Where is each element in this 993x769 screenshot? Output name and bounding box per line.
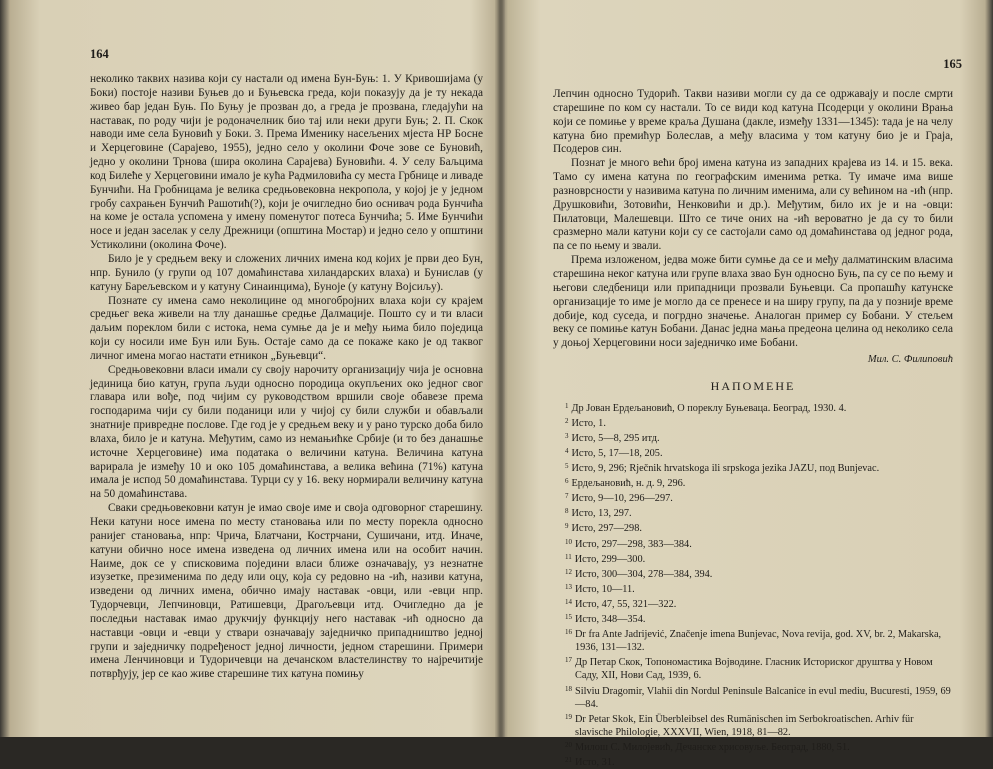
footnote-text: Исто, 5, 17—18, 205. bbox=[571, 448, 663, 459]
footnote bbox=[553, 551, 953, 566]
footnote-number: 4 bbox=[565, 447, 569, 455]
footnote-number: 6 bbox=[565, 477, 569, 486]
footnote-number: 1 bbox=[565, 401, 569, 410]
page-number: 164 bbox=[90, 47, 109, 61]
paragraph: Познат је много већи број имена катуна из западних крајева из 14. и 15. века. Тамо су имена катуна по географским именима ретка. Ту имаче има више разноврсности у називима катуна по личним именима, али су већином на -ић (нпр. Друшковићи, Зотовићи, Ненковићи и др.). Међутим, било их је и на -овци: Пилатовци, Малешевци. Што се тиче оних на -ић вероватно је да су то били сразмерно мали катуни који су се састојали само од домаћинстава од једног рода, па се по њему и звали. bbox=[553, 157, 953, 253]
footnote-text: Милош С. Милојевић, Дечанске хрисовуље. Београд, 1880, 51. bbox=[575, 741, 850, 753]
footnote-number: 19 bbox=[565, 712, 572, 721]
left-page bbox=[12, 0, 498, 737]
footnote-number: 16 bbox=[565, 628, 572, 637]
footnote-number: 7 bbox=[565, 492, 569, 501]
footnote-number: 3 bbox=[565, 431, 569, 440]
footnote-number: 21 bbox=[565, 755, 572, 764]
footnote bbox=[553, 520, 953, 535]
paragraph: Сваки средњовековни катун је имао своје име и своја одговорног старешину. Неки катуни носе имена по месту становања или по месту порекла односно ранијег становања, нпр: Чрича, Блатчани, Кострчани, Сушичани, итд. Иначе, катуни обично носе имена изведена од личних имена или на особит начин. Наиме, док се у списковима поједини власи ближе означавају, уз незнатне изузетке, презименима по деду или оцу, која су редовно на -ић, називи катуна, изведени од личних имена, обично имају наставак -овци, или -евци нпр. Тудорчевци, Лепчиновци, Ратишевци, Драгољевци итд. Очигледно да је последњи наставак имао друкчију функцију него наставак -ић односно да наставци -овци и -евци у ствари означавају заједничко припадништво једној групи и заједничку подређеност једној личности, једном старешини. Примери имена Ленчиновци и Тудоричевци на дечанском властелинству то најречитије потврђују, јер се као живе старешине тих катуна помињу bbox=[90, 502, 483, 681]
footnote-text: Исто, 348—354. bbox=[575, 614, 646, 626]
footnote-text: Др Јован Ердељановић, О пореклу Буњеваца. Београд, 1930. 4. bbox=[571, 402, 847, 414]
left-page-body bbox=[90, 73, 483, 682]
footnote-text: Исто, 31. bbox=[575, 756, 615, 768]
footnote-number: 9 bbox=[565, 522, 569, 531]
footnote bbox=[553, 739, 953, 754]
footnote bbox=[553, 536, 953, 551]
footnote-text: Ердељановић, н. д. 9, 296. bbox=[571, 478, 686, 490]
paragraph: неколико таквих назива који су настали од имена Бун-Буњ: 1. У Кривошијама (у Боки) постоје називи Буњев до и Буњевска греда, који показују да је ту некада живео бар један Буњ. По Буњу је прозван до, а греда је прозвана, гледајући на наставак, по роду чији је родоначелник био тај или неки други Буњ; 2. П. Скок наводи име села Буновић у Боки. 3. Према Именику насељених мјеста НР Босне и Херцеговине (Сарајево, 1955), једно село у околини Фоче зове се Буновић, једно у околини Трнова (шира околина Сарајева) Буновићи. 4. У селу Баљцима код Билеће у Херцеговини имало је кућа Радмиловића су места Грбнице и ливаде Бунчићи. На Гробницама је велика средњовековна некропола, у којој је у једном гробу сахрањен Бунчић Рашотић(?), који је очигледно био оснивач рода Бунчића на коме је остала успомена у имену поменутог потеса Бунчића; 5. Име Бунчићи носе и један заселак у селу Дрежници (општина Мостар) и једно село у општини Устиколини (околина Фоче). bbox=[90, 73, 483, 252]
footnote bbox=[553, 596, 953, 611]
footnote bbox=[553, 566, 953, 581]
footnote-text: Исто, 47, 55, 321—322. bbox=[575, 598, 677, 610]
footnote bbox=[553, 475, 953, 490]
footnote bbox=[553, 505, 953, 520]
footnote-text: Исто, 299—300. bbox=[574, 553, 646, 565]
footnote-text: Исто, 297—298, 383—384. bbox=[575, 538, 692, 550]
footnote bbox=[553, 683, 953, 711]
footnote bbox=[553, 754, 953, 769]
footnote-number: 20 bbox=[565, 740, 572, 749]
notes-heading: НАПОМЕНЕ bbox=[710, 378, 796, 393]
footnote-number: 5 bbox=[565, 462, 569, 471]
footnote bbox=[553, 445, 953, 460]
footnote-number: 14 bbox=[565, 597, 572, 606]
footnote bbox=[553, 654, 953, 682]
paragraph: Познате су имена само неколицине од многобројних влаха који су крајем средњег века живели на тлу данашње средње Далмације. Пошто су и ти власи даљим пореклом били с истока, нема сумње да је и међу њима било поједица који су носили име Бун или Буњ. Остаје само да се покаже како је од таквог личног имена могао настати етникон „Буњевци“. bbox=[90, 294, 483, 362]
footnote-text: Исто, 1. bbox=[571, 417, 606, 429]
footnote-number: 18 bbox=[565, 684, 572, 693]
footnote-text: Исто, 5—8, 295 итд. bbox=[571, 432, 660, 444]
paragraph: Лепчин односно Тудорић. Такви називи могли су да се одржавају и после смрти старешине по ком су настали. То се види код катуна Псодерци у околини Врања који се помиње у време краља Душана (дакле, између 1331—1345): тада је на челу катуна био премићур Болеслав, а међу власима у том катуну био је и Граја, Псодеров син. bbox=[553, 88, 953, 156]
footnote-number: 2 bbox=[565, 416, 569, 425]
footnote bbox=[553, 460, 953, 475]
footnote-number: 12 bbox=[565, 567, 572, 576]
footnote bbox=[553, 611, 953, 626]
footnote bbox=[553, 711, 953, 739]
footnote-text: Dr fra Ante Jadrijević, Značenje imena Bunjevac, Nova revija, god. XV, br. 2, Makarska, 1936, 131—132. bbox=[575, 629, 942, 654]
paragraph: Средњовековни власи имали су своју нарочиту организацију чија је основна јединица био катун, група људи односно породица окупљених око једног свог главара или вође, под чијим су руководством вршили своје обавезе према господарима чији су били поданици или у чијој су били служби и обављали знатније привредне послове. Где год је у средњем веку и у рано турско доба било влаха, било је и катуна. Међутим, само из немањићке Србије (и то без данашње источне Херцеговине) има података о величини катуна. Величина катуна варирала је између 10 и око 105 домаћинстава, а велика већина (71%) катуна имала је испод 50 домаћинстава. Турци су у 16. веку нормирали величину катуна на 50 домаћинстава. bbox=[90, 363, 483, 501]
footnote-text: Др Петар Скок, Топономастика Војводине. Гласник Историског друштва у Новом Саду, XII, Нови Сад, 1939, 6. bbox=[575, 657, 933, 682]
footnote-text: Исто, 9, 296; Rječnik hrvatskoga ili srpskoga jezika JAZU, под Bunjevac. bbox=[571, 463, 880, 475]
footnote-text: Исто, 297—298. bbox=[571, 523, 642, 535]
footnote-text: Silviu Dragomir, Vlahii din Nordul Peninsule Balcanice in evul mediu, Bucuresti, 1959, 69—84. bbox=[575, 685, 951, 710]
right-page-body bbox=[553, 88, 953, 769]
footnote bbox=[553, 626, 953, 654]
footnote-text: Исто, 300—304, 278—384, 394. bbox=[575, 568, 713, 580]
footnote-number: 10 bbox=[565, 537, 572, 546]
author-signature: Мил. С. Филиповић bbox=[867, 354, 953, 366]
footnote bbox=[553, 400, 953, 415]
paragraph: Према изложеном, једва може бити сумње да се и међу далматинским власима старешина неког катуна или групе влаха звао Бун односно Буњ, па су се по њему и његови следбеници или припадници прозвали Буњевци. Са пропашћу катунске организације то име је могло да се пренесе и на ширу групу, па да у познијe време добије, код суседа, и погрдно значење. Аналоган пример су Бобани. У стељем веку се помиње катун Бобани. Данас једна мања предеона целина од неколико села у доњој Херцеговини носи заједничко име Бобани. bbox=[553, 254, 953, 350]
footnote bbox=[553, 581, 953, 596]
footnote bbox=[553, 430, 953, 445]
footnote-number: 8 bbox=[565, 507, 569, 516]
footnote-text: Исто, 10—11. bbox=[575, 583, 635, 595]
paragraph: Било је у средњем веку и сложених личних имена код којих је први део Бун, нпр. Бунило (у групи од 107 домаћинстава хиландарских влаха) и Бунислав (у катуну Барељевском и у катуну Синаинцима), Буноје (у катуну Војсиљу). bbox=[90, 252, 483, 293]
footnote-number: 17 bbox=[565, 656, 572, 665]
footnote bbox=[553, 415, 953, 430]
footnote bbox=[553, 490, 953, 505]
footnote-text: Исто, 9—10, 296—297. bbox=[571, 493, 673, 505]
page-number: 165 bbox=[943, 57, 962, 71]
right-page bbox=[506, 0, 984, 768]
footnotes-list bbox=[553, 400, 953, 769]
footnote-number: 13 bbox=[565, 582, 572, 591]
footnote-number: 15 bbox=[565, 613, 572, 622]
footnote-text: Dr Petar Skok, Ein Überbleibsel des Rumänischen im Serbokroatischen. Arhiv für slavische Philologie, XXXVII, Wien, 1918, 81—82. bbox=[575, 713, 914, 738]
footnote-text: Исто, 13, 297. bbox=[571, 508, 632, 520]
footnote-number: 11 bbox=[565, 552, 572, 561]
